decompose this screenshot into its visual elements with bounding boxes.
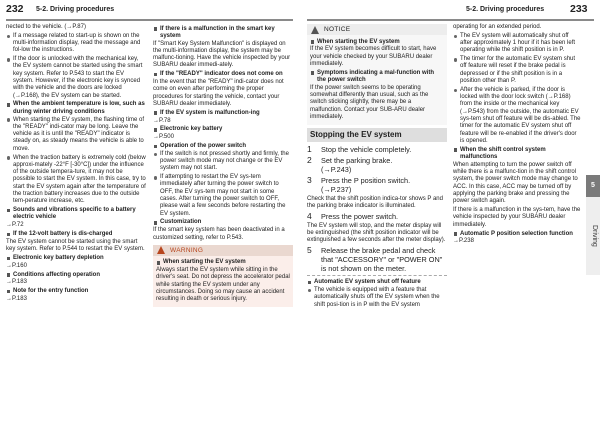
bullet-item: If the switch is not pressed shortly and firmly, the power switch mode may not change or the EV system may not start.: [153, 151, 293, 173]
step-5: [307, 246, 447, 273]
right-header-title: 5-2. Driving procedures: [466, 6, 545, 13]
subheading: Operation of the power switch: [153, 143, 293, 150]
page-reference: →P.183: [6, 279, 27, 286]
notice-label: NOTICE: [324, 25, 351, 33]
step-text: Stop the vehicle completely.: [321, 144, 412, 154]
step-text: Set the parking brake.: [321, 155, 393, 165]
bullet-item: After the vehicle is parked, if the door is locked with the door lock switch (→P.168) from the inside or the mechanical key (→P.543) from the outside, the automatic EV sys-tem shut off feature will be dis-abled. The timer for the automatic EV system shut off feature will be re-enabled if the driver's door is opened.: [453, 87, 581, 145]
warning-box: [153, 245, 293, 307]
step-text: Release the brake pedal and check that "ACCESSORY" or "POWER ON" is not shown on the meter.: [321, 246, 443, 274]
subheading: Sounds and vibrations specific to a battery electric vehicle: [6, 207, 146, 222]
page-reference: →P.238: [453, 238, 474, 245]
subheading: Conditions affecting operation: [6, 272, 146, 279]
paragraph: operating for an extended period.: [453, 24, 542, 30]
right-page-number: 233: [570, 3, 588, 15]
subheading: Electronic key battery: [153, 126, 293, 133]
page-reference: →P.78: [153, 117, 171, 124]
notice-heading-1: When starting the EV system: [310, 39, 444, 46]
step-number: 4: [307, 210, 312, 221]
step-number: 5: [307, 245, 312, 256]
paragraph: nected to the vehicle. (→P.87): [6, 24, 86, 30]
right-page-column-1: [307, 24, 447, 310]
page-reference: →P.72: [6, 222, 24, 229]
subheading: When the ambient temperature is low, such as during winter driving conditions: [6, 101, 146, 116]
notice-header: [307, 24, 447, 35]
paragraph: If "Smart Key System Malfunction" is displayed on the multi-information display, the system may be malfunc-tioning. Have the vehicle inspected by your SUBARU dealer immedi-ately.: [153, 40, 291, 69]
paragraph: In the event that the "READY" indi-cator does not come on even after performing the proper procedures for starting the vehicle, contact your SUBARU dealer immediately.: [153, 79, 284, 107]
subheading: If the EV system is malfunction-ing: [153, 110, 293, 117]
step-3: [307, 176, 447, 194]
step-1: [307, 145, 447, 154]
left-page-column-1: [6, 24, 146, 305]
chapter-thumb-tab: [586, 175, 600, 275]
left-header-title: 5-2. Driving procedures: [36, 6, 115, 13]
page-reference: →P.160: [6, 262, 27, 269]
subheading: If the "READY" indicator does not come on: [153, 71, 293, 78]
chapter-label: Driving: [591, 225, 598, 247]
paragraph: If the smart key system has been deactivated in a customized setting, refer to P.543.: [153, 227, 285, 241]
paragraph: If there is a malfunction in the sys-tem, have the vehicle inspected by your SUBARU dealer immediately.: [453, 207, 581, 228]
left-page-number: 232: [6, 3, 24, 15]
subheading: When the shift control system malfunctions: [453, 147, 581, 162]
chapter-number: 5: [586, 175, 600, 197]
paragraph: When attempting to turn the power switch off while there is a malfunc-tion in the shift control system, the power switch mode may change to ACC. In this case, ACC may be turned off by applying the parking brake and pressing the power switch again.: [453, 161, 578, 205]
step-ref: (→P.237): [321, 184, 352, 194]
page-reference: →P.500: [153, 134, 174, 141]
page-reference: →P.183: [6, 295, 27, 302]
after-step-4-text: The EV system will stop, and the meter display will be extinguished (the shift position indicator will be extinguished a few seconds after the meter display).: [307, 222, 446, 244]
right-header-rule: [307, 19, 594, 21]
subheading: If the 12-volt battery is dis-charged: [6, 231, 146, 238]
left-page-column-2: [153, 24, 293, 307]
bullet-item: The EV system will automatically shut off after approximately 1 hour if it has been left operating while the shift position is in P.: [453, 33, 581, 55]
subheading: Automatic P position selection function: [453, 231, 581, 238]
bullet-item: When starting the EV system, the flashing time of the "READY" indi-cator may be long. Leave the vehicle as it is until the "READY" indicator is steady on, as steady means the vehicle is able to move.: [6, 117, 146, 153]
bullet-item: The timer for the automatic EV system shut off feature will reset if the brake pedal is depressed or if the shift position is in a position other than P.: [453, 56, 581, 85]
section-title: Stopping the EV system: [307, 128, 447, 142]
auto-off-text: The vehicle is equipped with a feature that automatically shuts off the EV system when the shift posi-tion is in P with the EV system: [307, 287, 447, 309]
paragraph: The EV system cannot be started using the smart key system. Refer to P.544 to restart the EV system.: [6, 238, 145, 253]
step-number: 2: [307, 154, 312, 165]
right-page-column-2: [453, 24, 581, 247]
bullet-item: If a message related to start-up is shown on the multi-information display, read the message and fol-low the instructions.: [6, 33, 146, 55]
warning-header: [153, 245, 293, 256]
notice-text-2: If the power switch seems to be operating somewhat differently than usual, such as the switch sticking slightly, there may be a malfunction. Contact your SUB-ARU dealer immediately.: [310, 84, 429, 120]
subheading: Note for the entry function: [6, 288, 146, 295]
auto-off-heading: Automatic EV system shut off feature: [307, 279, 447, 286]
notice-heading-2: Symptoms indicating a mal-function with the power switch: [310, 70, 444, 85]
notice-box: [307, 24, 447, 125]
notice-caution-icon: [311, 26, 320, 34]
section-divider: [307, 275, 447, 276]
subheading: If there is a malfunction in the smart key system: [153, 26, 293, 41]
warning-text: Always start the EV system while sitting in the driver's seat. Do not depress the accelerator pedal while starting the EV system under any circumstances. Doing so may cause an accident resulting in death or serious injury.: [156, 267, 290, 303]
step-2: [307, 156, 447, 174]
bullet-item: If attempting to restart the EV sys-tem immediately after turning the power switch to OFF, the EV sys-tem may not start in some cases. After turning the power switch to OFF, please wait a few seconds before restarting the EV system.: [153, 174, 293, 218]
step-text: Press the P position switch.: [321, 175, 411, 185]
step-number: 3: [307, 174, 312, 185]
notice-text-1: If the EV system becomes difficult to start, have your vehicle checked by your SUBARU dealer immediately.: [310, 46, 437, 67]
step-4: [307, 212, 447, 221]
warning-triangle-icon: [157, 246, 166, 254]
left-header-rule: [6, 19, 293, 21]
subheading: Customization: [153, 219, 293, 226]
step-number: 1: [307, 143, 312, 154]
warning-heading: When starting the EV system: [156, 259, 290, 266]
bullet-item: If the door is unlocked with the mechanical key, the EV system cannot be started using the smart key system. Refer to P.543 to start the EV system. However, if the electronic key is synced with the vehicle and the doors are locked (→P.168), the EV system can be started.: [6, 56, 146, 100]
bullet-item: When the traction battery is extremely cold (below approxi-mately -22°F [-30°C]) under the influence of the outside tempera-ture, it may not be possible to start the EV system. In this case, try to start the EV system again after the temperature of the traction battery increases due to the outside tem-perature increase, etc.: [6, 155, 146, 206]
step-ref: (→P.243): [321, 164, 352, 174]
step-text: Press the power switch.: [321, 211, 399, 221]
shift-check-text: Check that the shift position indica-tor shows P and the parking brake indicator is illuminated.: [307, 195, 443, 210]
subheading: Electronic key battery depletion: [6, 255, 146, 262]
warning-label: WARNING: [170, 246, 204, 254]
